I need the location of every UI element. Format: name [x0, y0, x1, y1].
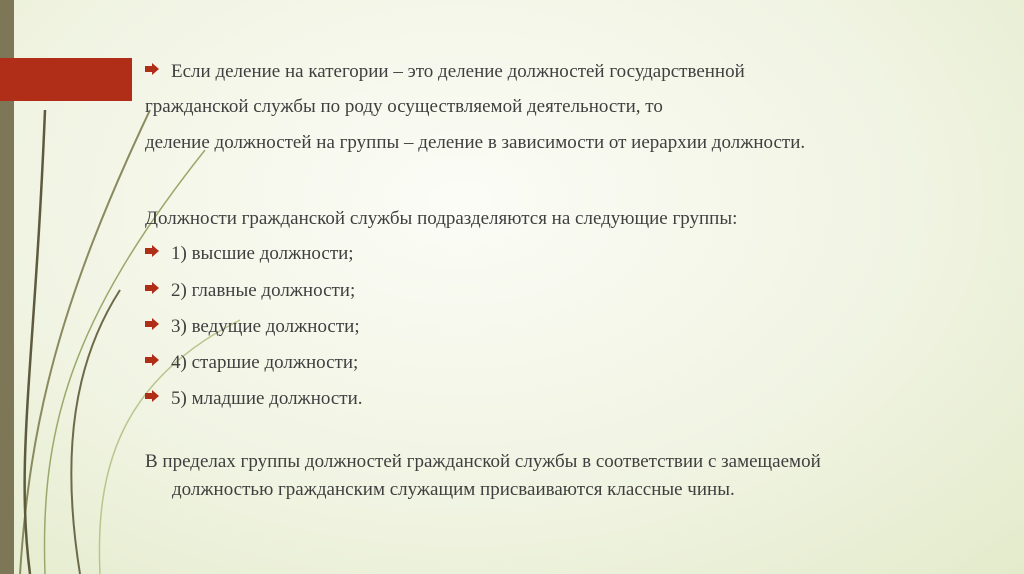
group-item	[145, 315, 360, 339]
group-item	[145, 279, 355, 303]
closing-line1: В пределах группы должностей гражданской службы в соответствии с замещаемой	[145, 451, 821, 472]
arrow-bullet-icon	[145, 354, 159, 366]
group-label: 2) главные должности;	[171, 280, 356, 301]
arrow-bullet-icon	[145, 282, 159, 294]
groups-intro: Должности гражданской службы подразделяются на следующие группы:	[145, 208, 738, 229]
closing-line2: должностью гражданским служащим присваиваются классные чины.	[172, 479, 735, 500]
arrow-bullet-icon	[145, 318, 159, 330]
bullet-item-category	[145, 60, 745, 84]
paragraph1-line2: гражданской службы по роду осуществляемой деятельности, то	[145, 96, 663, 117]
arrow-bullet-icon	[145, 390, 159, 402]
group-label: 5) младшие должности.	[171, 388, 363, 409]
paragraph1-line3: деление должностей на группы – деление в зависимости от иерархии должности.	[145, 132, 806, 153]
group-label: 1) высшие должности;	[171, 243, 354, 264]
group-item	[145, 351, 358, 375]
group-label: 3) ведущие должности;	[171, 316, 360, 337]
arrow-bullet-icon	[145, 245, 159, 257]
arrow-bullet-icon	[145, 63, 159, 75]
group-item	[145, 242, 354, 266]
paragraph1-line1: Если деление на категории – это деление должностей государственной	[171, 61, 745, 82]
accent-rectangle	[0, 58, 132, 101]
group-label: 4) старшие должности;	[171, 352, 359, 373]
group-item	[145, 387, 362, 411]
